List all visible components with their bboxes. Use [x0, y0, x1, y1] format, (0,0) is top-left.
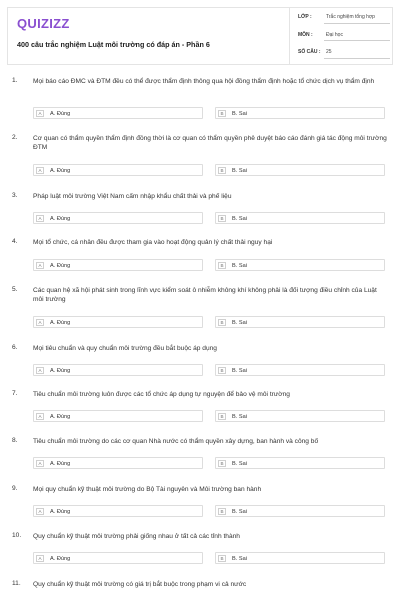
option-label: A. Đúng [50, 508, 71, 515]
option-a[interactable] [33, 364, 203, 376]
option-a[interactable] [33, 212, 203, 224]
option-letter-badge: B [218, 262, 226, 269]
meta-row-subject [290, 30, 394, 48]
page-title: 400 câu trắc nghiệm Luật môi trường có đáp án - Phần 6 [17, 40, 210, 49]
option-letter-badge: A [36, 319, 44, 326]
question-number: 6. [12, 344, 18, 351]
option-letter-badge: A [36, 215, 44, 222]
option-label: B. Sai [232, 367, 247, 374]
question-number: 2. [12, 134, 18, 141]
option-b[interactable] [215, 164, 385, 176]
option-a[interactable] [33, 552, 203, 564]
option-a[interactable] [33, 164, 203, 176]
option-letter-badge: A [36, 367, 44, 374]
option-label: B. Sai [232, 413, 247, 420]
option-label: A. Đúng [50, 110, 71, 117]
question-number: 10. [12, 532, 22, 539]
question-text: Các quan hệ xã hội phát sinh trong lĩnh vực kiểm soát ô nhiễm không khí không phải là đối tượng điều chỉnh của Luật môi trường [33, 287, 377, 303]
question-number: 9. [12, 485, 18, 492]
option-a[interactable] [33, 107, 203, 119]
option-b[interactable] [215, 107, 385, 119]
question-number: 11. [12, 580, 21, 587]
option-label: A. Đúng [50, 413, 71, 420]
meta-label: SỐ CÂU : [298, 49, 321, 55]
question-text: Mọi tiêu chuẩn và quy chuẩn môi trường đều bắt buộc áp dụng [33, 345, 217, 352]
option-letter-badge: A [36, 413, 44, 420]
option-b[interactable] [215, 505, 385, 517]
option-letter-badge: B [218, 508, 226, 515]
question-text: Quy chuẩn kỹ thuật môi trường phải giống nhau ở tất cả các tỉnh thành [33, 533, 240, 540]
quizizz-logo: QUIZIZZ [17, 16, 70, 31]
option-a[interactable] [33, 259, 203, 271]
meta-row-count [290, 47, 394, 65]
option-a[interactable] [33, 505, 203, 517]
meta-divider [324, 23, 390, 24]
option-label: A. Đúng [50, 555, 71, 562]
option-label: B. Sai [232, 167, 247, 174]
option-label: A. Đúng [50, 367, 71, 374]
meta-value: Đại học [326, 32, 343, 38]
question-number: 7. [12, 390, 18, 397]
meta-row-class [290, 12, 394, 30]
option-a[interactable] [33, 457, 203, 469]
option-label: B. Sai [232, 319, 247, 326]
question-text: Cơ quan có thẩm quyền thẩm định đồng thời là cơ quan có thẩm quyền phê duyệt báo cáo đánh giá tác động môi trường ĐTM [33, 135, 387, 151]
option-letter-badge: B [218, 460, 226, 467]
option-b[interactable] [215, 552, 385, 564]
option-b[interactable] [215, 212, 385, 224]
question-text: Mọi báo cáo ĐMC và ĐTM đều có thể được thẩm định thông qua hội đồng thẩm định hoặc tổ chức dịch vụ thẩm định [33, 78, 375, 85]
option-letter-badge: B [218, 215, 226, 222]
option-label: A. Đúng [50, 167, 71, 174]
option-label: A. Đúng [50, 262, 71, 269]
option-b[interactable] [215, 410, 385, 422]
question-number: 8. [12, 437, 18, 444]
question-text: Quy chuẩn kỹ thuật môi trường có giá trị bắt buộc trong phạm vi cả nước [33, 581, 247, 588]
option-a[interactable] [33, 316, 203, 328]
question-text: Mọi quy chuẩn kỹ thuật môi trường do Bộ Tài nguyên và Môi trường ban hành [33, 486, 262, 493]
question-number: 1. [12, 77, 18, 84]
option-letter-badge: B [218, 167, 226, 174]
question-text: Mọi tổ chức, cá nhân đều được tham gia vào hoạt động quản lý chất thải nguy hại [33, 239, 273, 246]
option-letter-badge: A [36, 508, 44, 515]
meta-panel [289, 8, 393, 64]
option-letter-badge: A [36, 460, 44, 467]
option-letter-badge: A [36, 262, 44, 269]
option-letter-badge: B [218, 367, 226, 374]
question-text: Tiêu chuẩn môi trường do các cơ quan Nhà nước có thẩm quyền xây dựng, ban hành và công bố [33, 438, 319, 445]
option-label: B. Sai [232, 508, 247, 515]
option-b[interactable] [215, 316, 385, 328]
option-letter-badge: B [218, 110, 226, 117]
option-letter-badge: B [218, 413, 226, 420]
option-b[interactable] [215, 259, 385, 271]
option-letter-badge: B [218, 555, 226, 562]
option-label: A. Đúng [50, 319, 71, 326]
option-label: A. Đúng [50, 215, 71, 222]
option-b[interactable] [215, 457, 385, 469]
option-a[interactable] [33, 410, 203, 422]
option-label: A. Đúng [50, 460, 71, 467]
question-number: 4. [12, 238, 18, 245]
question-text: Pháp luật môi trường Việt Nam cấm nhập khẩu chất thải và phế liệu [33, 193, 232, 200]
meta-label: MÔN : [298, 32, 313, 38]
meta-divider [324, 58, 390, 59]
option-label: B. Sai [232, 262, 247, 269]
option-label: B. Sai [232, 215, 247, 222]
option-label: B. Sai [232, 460, 247, 467]
worksheet-header [7, 7, 393, 65]
option-label: B. Sai [232, 555, 247, 562]
option-b[interactable] [215, 364, 385, 376]
question-number: 3. [12, 192, 18, 199]
option-label: B. Sai [232, 110, 247, 117]
option-letter-badge: A [36, 167, 44, 174]
option-letter-badge: A [36, 110, 44, 117]
question-text: Tiêu chuẩn môi trường luôn được các tổ chức áp dụng tự nguyện để bảo vệ môi trường [33, 391, 290, 398]
option-letter-badge: B [218, 319, 226, 326]
meta-label: LỚP : [298, 14, 312, 20]
question-number: 5. [12, 286, 18, 293]
meta-value: 25 [326, 49, 332, 55]
meta-divider [324, 40, 390, 41]
meta-value: Trắc nghiệm tổng hợp [326, 14, 375, 20]
option-letter-badge: A [36, 555, 44, 562]
